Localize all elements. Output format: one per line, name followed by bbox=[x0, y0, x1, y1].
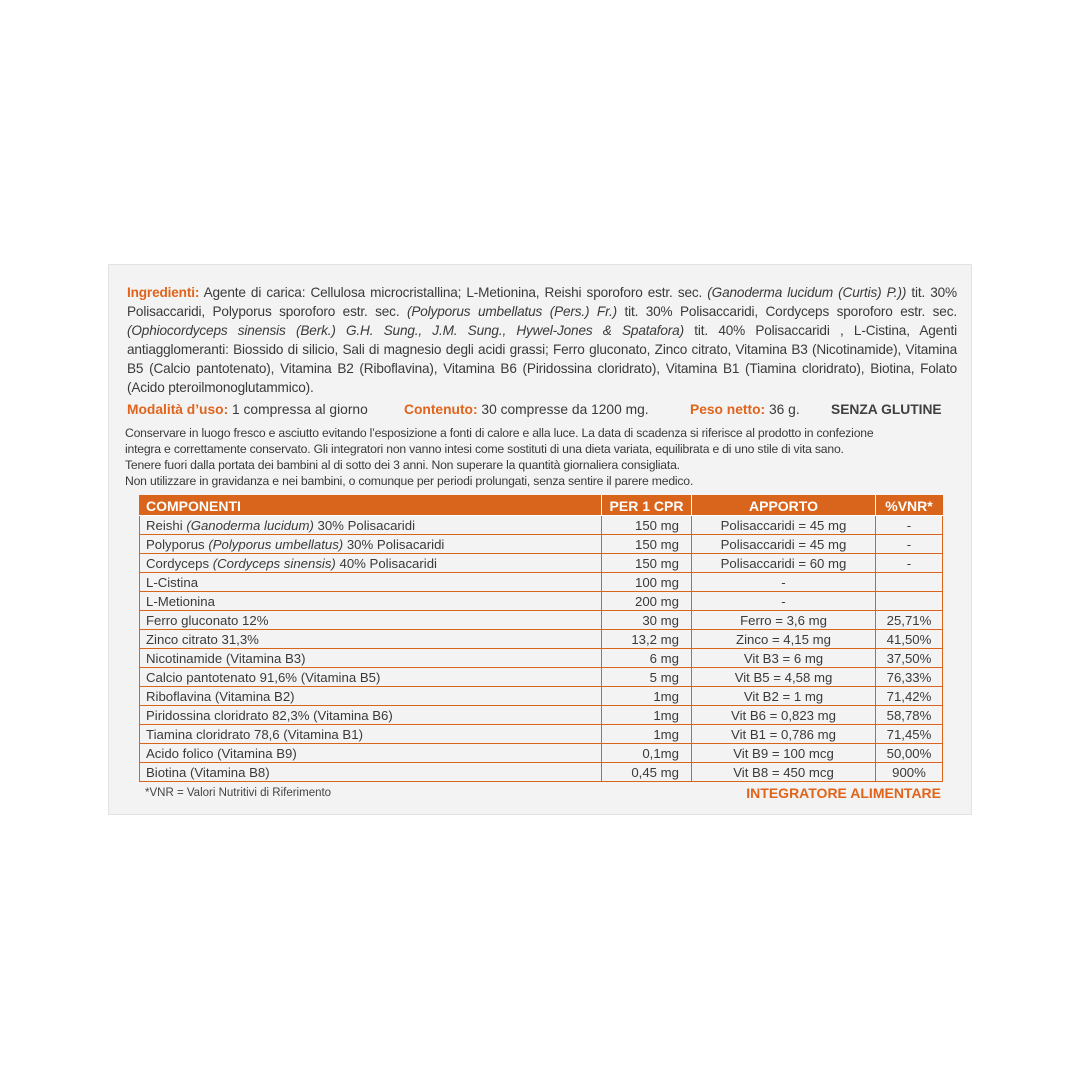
note-line: Tenere fuori dalla portata dei bambini al di sotto dei 3 anni. Non superare la quantità giornaliera consigliata. bbox=[125, 458, 680, 472]
note-line: integra e correttamente conservato. Gli integratori non vanno intesi come sostituti di una dieta variata, equilibrata e di uno stile di vita sano. bbox=[125, 442, 844, 456]
component-name-part: Piridossina cloridrato 82,3% (Vitamina B6) bbox=[146, 707, 393, 723]
content-value: 30 compresse da 1200 mg. bbox=[481, 402, 649, 417]
ingredients-part: tit. 30% Polisaccaridi, Polyporus sporoforo estr. sec. bbox=[127, 285, 957, 319]
component-apporto: Vit B3 = 6 mg bbox=[692, 649, 876, 668]
component-vnr: 71,45% bbox=[876, 725, 943, 744]
component-vnr: - bbox=[876, 554, 943, 573]
component-dose: 30 mg bbox=[602, 611, 692, 630]
table-row bbox=[140, 573, 943, 592]
component-name bbox=[140, 763, 602, 782]
table-header-row bbox=[140, 496, 943, 516]
component-name bbox=[140, 649, 602, 668]
header-vnr: %VNR* bbox=[876, 496, 943, 516]
label-panel bbox=[108, 264, 972, 815]
component-dose: 1mg bbox=[602, 706, 692, 725]
component-apporto: Polisaccaridi = 45 mg bbox=[692, 535, 876, 554]
component-apporto: - bbox=[692, 573, 876, 592]
component-name bbox=[140, 611, 602, 630]
component-name-part: L-Cistina bbox=[146, 574, 199, 590]
weight-info bbox=[690, 402, 800, 417]
component-name-part: Reishi bbox=[146, 517, 187, 533]
component-name-part: Riboflavina (Vitamina B2) bbox=[146, 688, 295, 704]
header-apporto: APPORTO bbox=[692, 496, 876, 516]
component-vnr: 25,71% bbox=[876, 611, 943, 630]
component-apporto: Zinco = 4,15 mg bbox=[692, 630, 876, 649]
component-name-part: Acido folico (Vitamina B9) bbox=[146, 745, 297, 761]
component-name-part: Ferro gluconato 12% bbox=[146, 612, 269, 628]
table-row bbox=[140, 706, 943, 725]
component-dose: 6 mg bbox=[602, 649, 692, 668]
component-name bbox=[140, 573, 602, 592]
note-line: Non utilizzare in gravidanza e nei bambini, o comunque per periodi prolungati, senza sentire il parere medico. bbox=[125, 474, 694, 488]
component-latin-name: (Ganoderma lucidum) bbox=[186, 517, 314, 533]
component-apporto: Ferro = 3,6 mg bbox=[692, 611, 876, 630]
table-row bbox=[140, 630, 943, 649]
table-row bbox=[140, 744, 943, 763]
component-apporto: Vit B2 = 1 mg bbox=[692, 687, 876, 706]
note-line: Conservare in luogo fresco e asciutto evitando l’esposizione a fonti di calore e alla luce. La data di scadenza si riferisce al prodotto in confezione bbox=[125, 426, 874, 440]
component-name bbox=[140, 630, 602, 649]
component-dose: 200 mg bbox=[602, 592, 692, 611]
ingredients-part: tit. 40% Polisaccaridi , L-Cistina, Agenti antiagglomeranti: Biossido di silicio, Sali di magnesio degli acidi grassi; Ferro gluconato, Zinco citrato, Vitamina B3 (Nicotinamide), Vitamina B5 (Calcio pantotenato), Vitamina B2 (Riboflavina), Vitamina B6 (Piridossina cloridrato), Vitamina B1 (Tiamina cloridrato), Biotina, Folato (Acido pteroilmonoglutammico). bbox=[127, 323, 957, 395]
component-name-part: L-Metionina bbox=[146, 593, 215, 609]
component-apporto: Vit B1 = 0,786 mg bbox=[692, 725, 876, 744]
component-name bbox=[140, 744, 602, 763]
component-vnr bbox=[876, 592, 943, 611]
component-vnr: - bbox=[876, 535, 943, 554]
table-row bbox=[140, 763, 943, 782]
component-dose: 0,45 mg bbox=[602, 763, 692, 782]
component-apporto: Polisaccaridi = 45 mg bbox=[692, 516, 876, 535]
table-row bbox=[140, 554, 943, 573]
ingredients-part: Agente di carica: Cellulosa microcristallina; L-Metionina, Reishi sporoforo estr. sec. bbox=[203, 285, 703, 300]
component-name bbox=[140, 592, 602, 611]
table-row bbox=[140, 725, 943, 744]
component-name-part: 40% Polisacaridi bbox=[335, 555, 437, 571]
component-dose: 150 mg bbox=[602, 535, 692, 554]
component-dose: 0,1mg bbox=[602, 744, 692, 763]
table-body bbox=[140, 516, 943, 782]
component-name-part: 30% Polisacaridi bbox=[313, 517, 415, 533]
usage-value: 1 compressa al giorno bbox=[232, 402, 368, 417]
component-dose: 13,2 mg bbox=[602, 630, 692, 649]
component-apporto: Polisaccaridi = 60 mg bbox=[692, 554, 876, 573]
component-apporto: Vit B5 = 4,58 mg bbox=[692, 668, 876, 687]
ingredients-text bbox=[127, 283, 957, 397]
component-apporto: Vit B9 = 100 mcg bbox=[692, 744, 876, 763]
component-dose: 150 mg bbox=[602, 554, 692, 573]
component-vnr: 41,50% bbox=[876, 630, 943, 649]
component-name-part: Calcio pantotenato 91,6% (Vitamina B5) bbox=[146, 669, 381, 685]
component-name-part: Nicotinamide (Vitamina B3) bbox=[146, 650, 306, 666]
component-apporto: - bbox=[692, 592, 876, 611]
table-row bbox=[140, 535, 943, 554]
usage-label: Modalità d’uso: bbox=[127, 402, 229, 417]
composition-table bbox=[139, 495, 943, 782]
component-apporto: Vit B6 = 0,823 mg bbox=[692, 706, 876, 725]
component-vnr: 71,42% bbox=[876, 687, 943, 706]
component-name bbox=[140, 706, 602, 725]
table-row bbox=[140, 668, 943, 687]
content-label: Contenuto: bbox=[404, 402, 478, 417]
usage-info bbox=[127, 402, 368, 417]
component-name bbox=[140, 725, 602, 744]
ingredients-italic: (Polyporus umbellatus (Pers.) Fr.) bbox=[406, 304, 617, 319]
component-dose: 1mg bbox=[602, 725, 692, 744]
product-info-line bbox=[127, 402, 957, 422]
weight-label: Peso netto: bbox=[690, 402, 766, 417]
component-vnr bbox=[876, 573, 943, 592]
component-dose: 5 mg bbox=[602, 668, 692, 687]
table-row bbox=[140, 687, 943, 706]
table-row bbox=[140, 611, 943, 630]
component-name bbox=[140, 516, 602, 535]
vnr-footnote: *VNR = Valori Nutritivi di Riferimento bbox=[145, 787, 332, 799]
component-name bbox=[140, 554, 602, 573]
component-name-part: 30% Polisacaridi bbox=[343, 536, 445, 552]
component-latin-name: (Cordyceps sinensis) bbox=[212, 555, 336, 571]
weight-value: 36 g. bbox=[768, 402, 800, 417]
component-dose: 150 mg bbox=[602, 516, 692, 535]
food-supplement-label: INTEGRATORE ALIMENTARE bbox=[746, 785, 941, 801]
component-dose: 1mg bbox=[602, 687, 692, 706]
component-apporto: Vit B8 = 450 mcg bbox=[692, 763, 876, 782]
component-dose: 100 mg bbox=[602, 573, 692, 592]
component-vnr: 58,78% bbox=[876, 706, 943, 725]
component-latin-name: (Polyporus umbellatus) bbox=[208, 536, 344, 552]
component-name-part: Biotina (Vitamina B8) bbox=[146, 764, 270, 780]
ingredients-italic: (Ganoderma lucidum (Curtis) P.)) bbox=[707, 285, 907, 300]
component-name-part: Polyporus bbox=[146, 536, 209, 552]
storage-notes bbox=[125, 425, 965, 489]
component-name-part: Tiamina cloridrato 78,6 (Vitamina B1) bbox=[146, 726, 363, 742]
ingredients-label: Ingredienti: bbox=[127, 285, 200, 300]
table-row bbox=[140, 649, 943, 668]
component-vnr: 76,33% bbox=[876, 668, 943, 687]
component-name bbox=[140, 535, 602, 554]
header-components: COMPONENTI bbox=[140, 496, 602, 516]
component-name-part: Zinco citrato 31,3% bbox=[146, 631, 259, 647]
component-name bbox=[140, 687, 602, 706]
component-vnr: 37,50% bbox=[876, 649, 943, 668]
header-per-cpr: PER 1 CPR bbox=[602, 496, 692, 516]
component-name bbox=[140, 668, 602, 687]
ingredients-italic: (Ophiocordyceps sinensis (Berk.) G.H. Sung., J.M. Sung., Hywel-Jones & Spatafora) bbox=[127, 323, 684, 338]
table-row bbox=[140, 592, 943, 611]
gluten-free-badge: SENZA GLUTINE bbox=[831, 402, 942, 417]
ingredients-part: tit. 30% Polisaccaridi, Cordyceps sporoforo estr. sec. bbox=[624, 304, 957, 319]
component-vnr: 50,00% bbox=[876, 744, 943, 763]
component-name-part: Cordyceps bbox=[146, 555, 213, 571]
component-vnr: 900% bbox=[876, 763, 943, 782]
component-vnr: - bbox=[876, 516, 943, 535]
table-row bbox=[140, 516, 943, 535]
content-info bbox=[404, 402, 649, 417]
